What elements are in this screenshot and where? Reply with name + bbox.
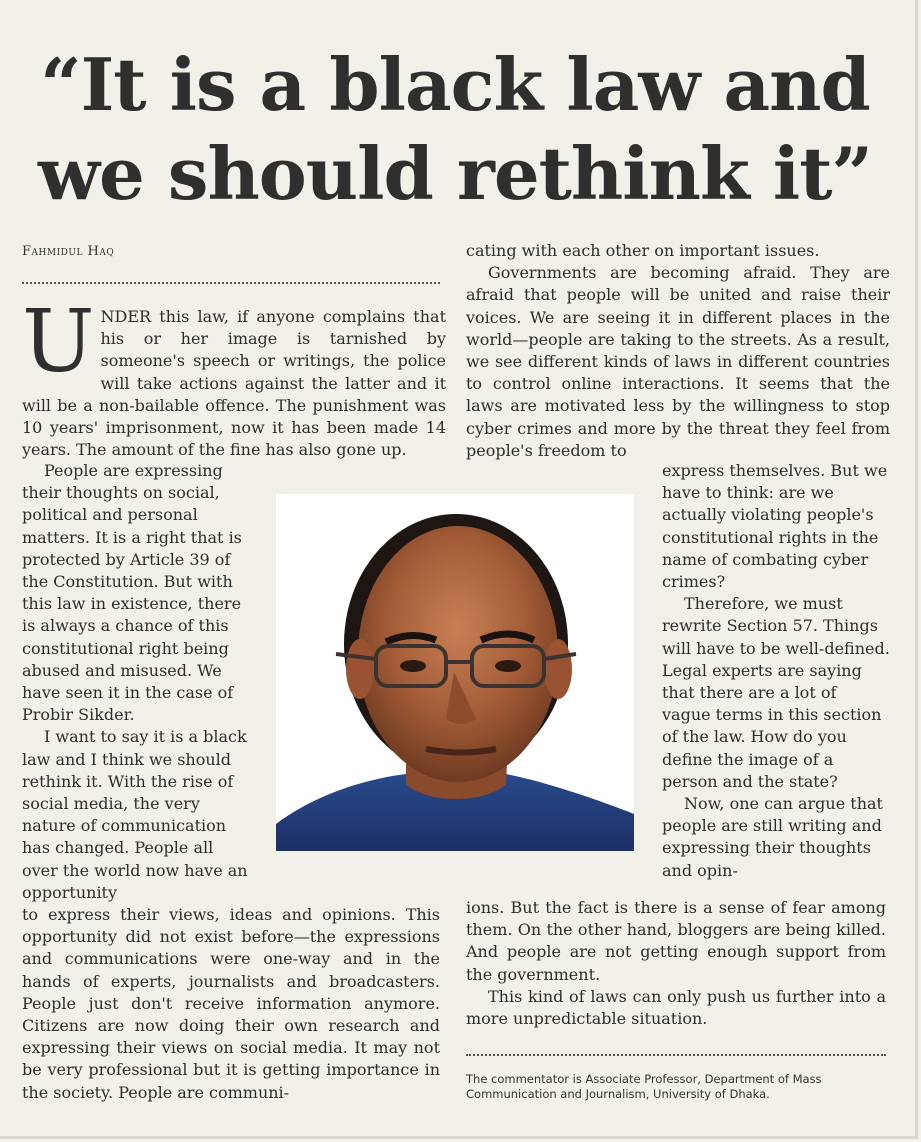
intro-text: NDER this law, if anyone complains that his or her image is tarnished by someone's speech or writings, the police will take actions against the latter and it will be a non-bailable offence. The punishment was 10 years' imprisonment, now it has been made 14 years. The amount of the fine has also gone up. [22, 307, 446, 460]
paragraph-3b: to express their views, ideas and opinions. This opportunity did not exist before—the expressions and communications were one-way and in the hands of experts, journalists and broadcasters. People just don't receive information anymore. Citizens are now doing their own research and expressing their views on social media. It may not be very professional but it is getting importance in the society. People are communi- [22, 905, 440, 1102]
headline [20, 40, 890, 218]
portrait-icon [276, 494, 634, 851]
right-column-bottom [466, 897, 886, 1030]
paragraph-2: People are expressing their thoughts on social, political and personal matters. It is a right that is protected by Article 39 of the Constitution. But with this law in existence, there is always a chance of this constitutional right being abused and misused. We have seen it in the case of Probir Sikder. [22, 461, 242, 725]
paragraph-c4-1: ions. But the fact is there is a sense of fear among them. On the other hand, bloggers are being killed. And people are not getting enough support from the government. [466, 898, 886, 984]
narrow-column-right [662, 460, 890, 882]
author-footnote: The commentator is Associate Professor, Department of Mass Communication and Journalism, University of Dhaka. [466, 1072, 822, 1101]
intro-paragraph [22, 292, 446, 461]
paragraph-c3-1: express themselves. But we have to think: are we actually violating people's constitutional rights in the name of combating cyber crimes? [662, 461, 888, 592]
byline: Fahmidul Haq [22, 244, 115, 259]
byline-divider [22, 282, 440, 284]
footnote-divider [466, 1054, 886, 1056]
paragraph-c2-1: cating with each other on important issues. [466, 241, 820, 260]
paragraph-c3-3: Now, one can argue that people are still writing and expressing their thoughts and opin- [662, 794, 883, 880]
portrait-photo [276, 494, 634, 851]
paragraph-c4-2: This kind of laws can only push us further into a more unpredictable situation. [466, 986, 886, 1029]
paragraph-c2-2: Governments are becoming afraid. They are afraid that people will be united and raise their voices. We are seeing it in different places in the world—people are taking to the streets. As a result, we see different kinds of laws in different countries to control online interactions. It seems that the laws are motivated less by the willingness to stop cyber crimes and more by the threat they feel from people's freedom to [466, 263, 890, 460]
narrow-column-left [22, 460, 248, 904]
paragraph-3a: I want to say it is a black law and I think we should rethink it. With the rise of social media, the very nature of communication has changed. People all over the world now have an opportunity [22, 727, 248, 902]
right-column-top [466, 240, 890, 462]
paragraph-c3-2: Therefore, we must rewrite Section 57. Things will have to be well-defined. Legal experts are saying that there are a lot of vague terms in this section of the law. How do you define the image of a person and the state? [662, 594, 890, 791]
drop-cap: U [22, 292, 95, 392]
headline-line-1: “It is a black law and [40, 42, 870, 127]
headline-line-2: we should rethink it” [38, 131, 872, 216]
